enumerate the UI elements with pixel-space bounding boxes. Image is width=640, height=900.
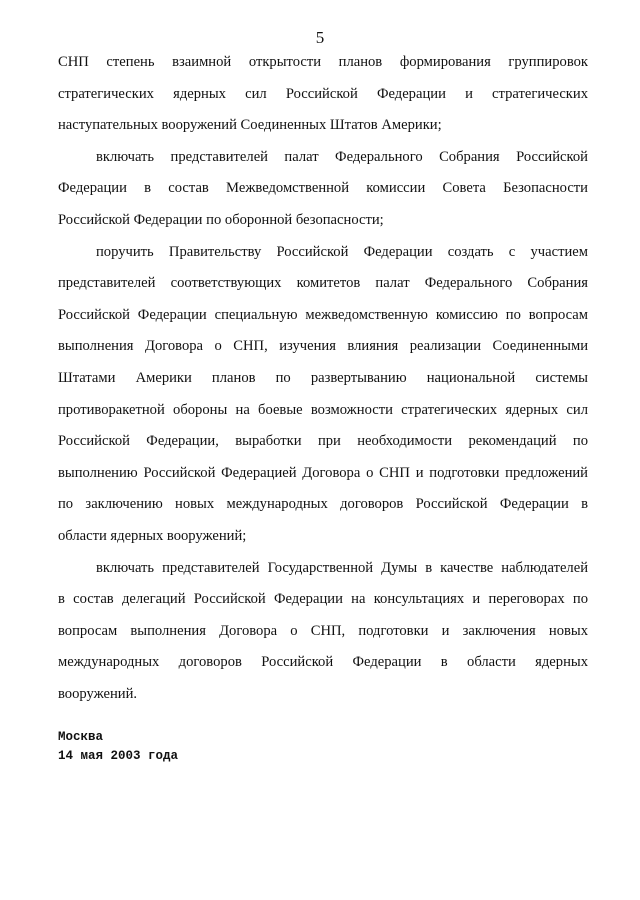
text-line: по заключению новых международных договоров Российской Федерации в [58,496,588,513]
paragraph-1 [58,47,588,142]
text-line: вооружений. [58,685,138,702]
text-line: поручить Правительству Российской Федерации создать с участием [96,243,588,260]
text-line: Российской Федерации специальную межведомственную комиссию по вопросам [58,306,588,323]
signature-date: 14 мая 2003 года [58,749,179,763]
page-number: 5 [315,28,325,47]
paragraph-2 [58,142,588,237]
text-line: включать представителей палат Федерального Собрания Российской [96,148,588,165]
text-line: в состав делегаций Российской Федерации на консультациях и переговорах по [58,591,588,608]
text-line: представителей соответствующих комитетов палат Федерального Собрания [58,275,588,292]
text-line: Штатами Америки планов по развертыванию национальной системы [58,369,588,386]
text-line: выполнению Российской Федерацией Договора о СНП и подготовки предложений [58,464,588,481]
text-line: Федерации в состав Межведомственной комиссии Совета Безопасности [58,180,588,197]
text-line: включать представителей Государственной Думы в качестве наблюдателей [96,559,588,576]
document-body [58,47,588,710]
paragraph-4 [58,553,588,711]
text-line: области ядерных вооружений; [58,527,247,544]
text-line: стратегических ядерных сил Российской Федерации и стратегических [58,85,588,102]
paragraph-3 [58,237,588,553]
text-line: вопросам выполнения Договора о СНП, подготовки и заключения новых [58,622,588,639]
text-line: выполнения Договора о СНП, изучения влияния реализации Соединенными [58,338,588,355]
signature-block [58,728,178,766]
text-line: СНП степень взаимной открытости планов формирования группировок [58,54,588,70]
text-line: Российской Федерации, выработки при необходимости рекомендаций по [58,433,588,450]
text-line: наступательных вооружений Соединенных Штатов Америки; [58,117,442,134]
text-line: Российской Федерации по оборонной безопасности; [58,211,384,228]
text-line: международных договоров Российской Федерации в области ядерных [58,654,588,671]
signature-city: Москва [58,730,104,744]
text-line: противоракетной обороны на боевые возможности стратегических ядерных сил [58,401,588,418]
